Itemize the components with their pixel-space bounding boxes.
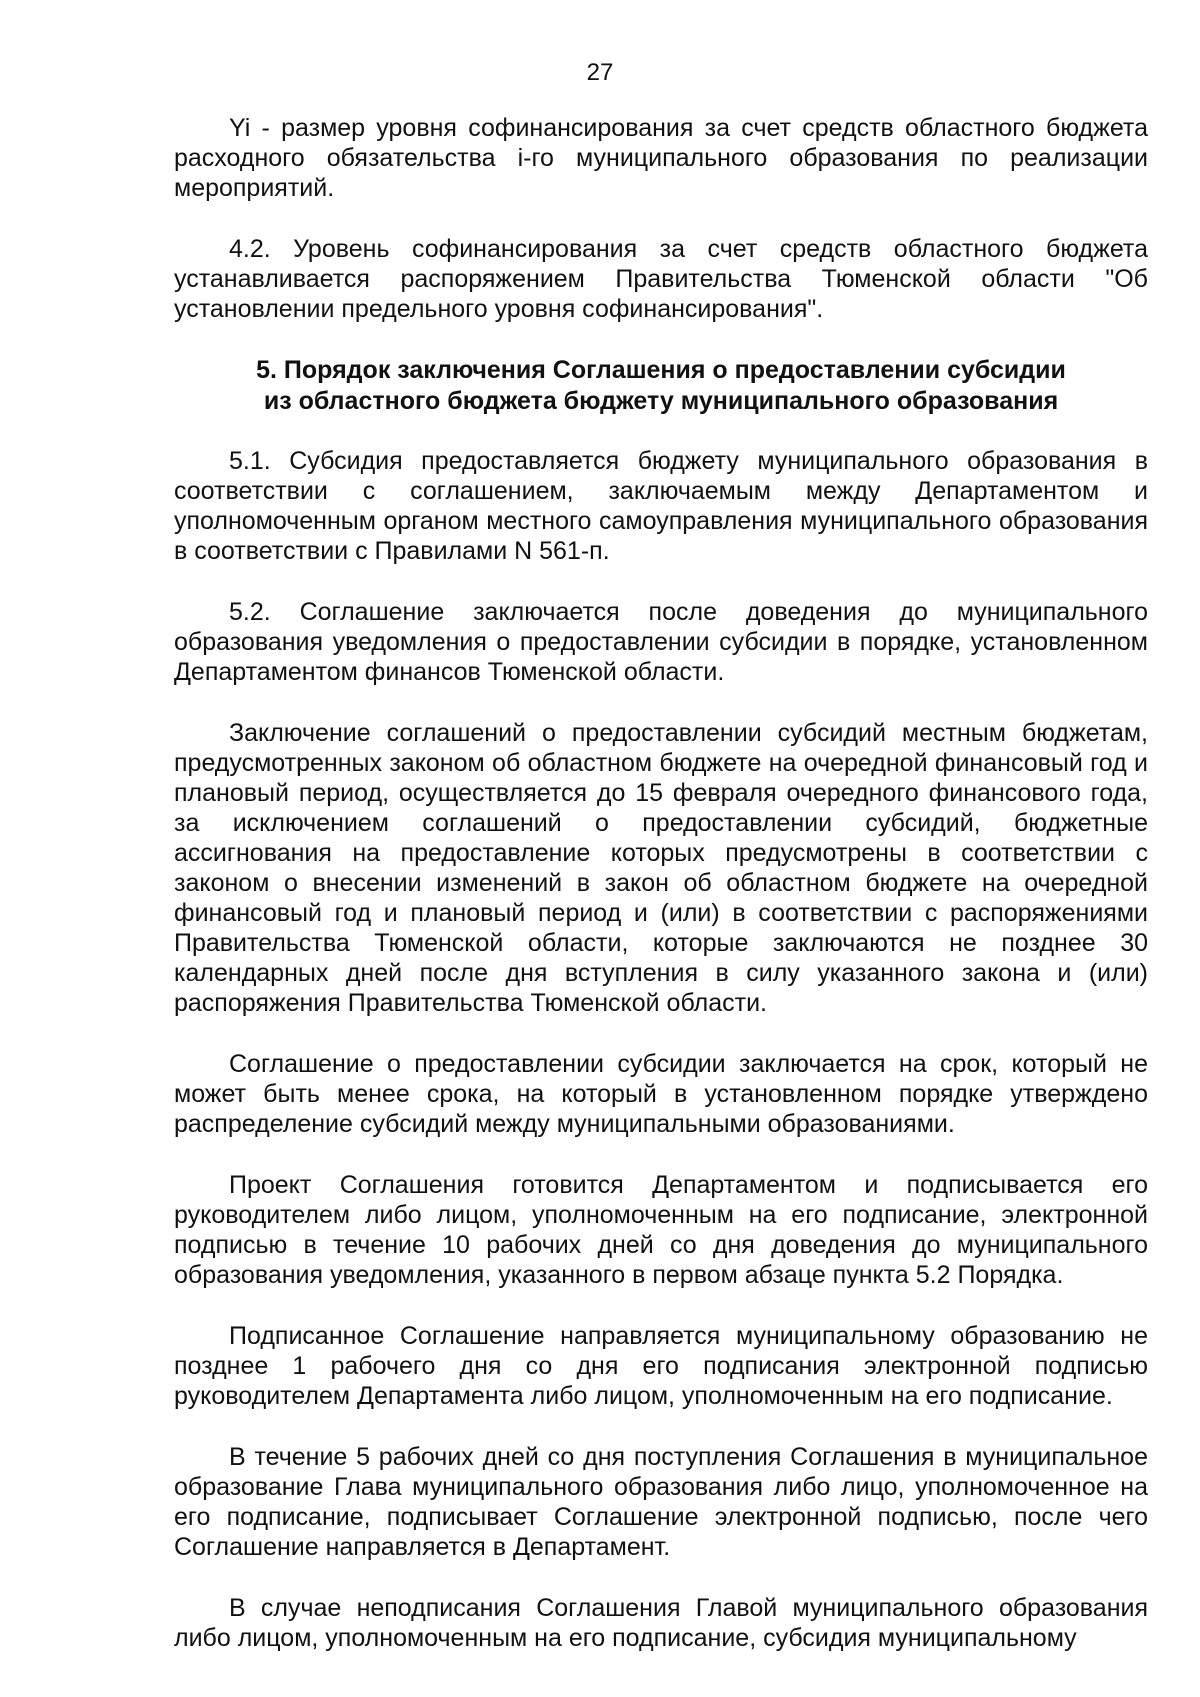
paragraph-agreements-deadline: Заключение соглашений о предоставлении субсидий местным бюджетам, предусмотренных законом об областном бюджете на очередной финансовый год и плановый период, осуществляется до 15 февраля очередного финансового года, за исключением соглашений о предоставлении субсидий, бюджетные ассигнования на предоставление которых предусмотрены в соответствии с законом о внесении изменений в закон об областном бюджете на очередной финансовый год и плановый период и (или) в соответствии с распоряжениями Правительства Тюменской области, которые заключаются не позднее 30 календарных дней после дня вступления в силу указанного закона и (или) распоряжения Правительства Тюменской области. (174, 719, 1148, 1017)
section-title-line-1: 5. Порядок заключения Соглашения о предоставлении субсидии (256, 356, 1066, 384)
section-title-line-2: из областного бюджета бюджету муниципального образования (263, 387, 1059, 415)
page-number: 27 (586, 59, 614, 86)
paragraph-signed-agreement: Подписанное Соглашение направляется муниципальному образованию не позднее 1 рабочего дня со дня его подписания электронной подписью руководителем Департамента либо лицом, уполномоченным на его подписание. (174, 1322, 1148, 1410)
paragraph-4-2: 4.2. Уровень софинансирования за счет средств областного бюджета устанавливается распоряжением Правительства Тюменской области "Об установлении предельного уровня софинансирования". (174, 235, 1148, 323)
paragraph-non-signing: В случае неподписания Соглашения Главой муниципального образования либо лицом, уполномоченным на его подписание, субсидия муниципальному (174, 1594, 1148, 1652)
paragraph-5-2: 5.2. Соглашение заключается после доведения до муниципального образования уведомления о предоставлении субсидии в порядке, установленном Департаментом финансов Тюменской области. (174, 598, 1148, 686)
section-title (174, 355, 1148, 417)
paragraph-agreement-term: Соглашение о предоставлении субсидии заключается на срок, который не может быть менее срока, на который в установленном порядке утверждено распределение субсидий между муниципальными образованиями. (174, 1050, 1148, 1138)
paragraph-draft-agreement: Проект Соглашения готовится Департаментом и подписывается его руководителем либо лицом, уполномоченным на его подписание, электронной подписью в течение 10 рабочих дней со дня доведения до муниципального образования уведомления, указанного в первом абзаце пункта 5.2 Порядка. (174, 1171, 1148, 1289)
paragraph-yi-definition: Yi - размер уровня софинансирования за счет средств областного бюджета расходного обязательства i-го муниципального образования по реализации мероприятий. (174, 114, 1148, 202)
paragraph-5-1: 5.1. Субсидия предоставляется бюджету муниципального образования в соответствии с соглашением, заключаемым между Департаментом и уполномоченным органом местного самоуправления муниципального образования в соответствии с Правилами N 561-п. (174, 447, 1148, 565)
document-body (174, 113, 1148, 1684)
paragraph-signing-period: В течение 5 рабочих дней со дня поступления Соглашения в муниципальное образование Глава муниципального образования либо лицо, уполномоченное на его подписание, подписывает Соглашение электронной подписью, после чего Соглашение направляется в Департамент. (174, 1443, 1148, 1561)
